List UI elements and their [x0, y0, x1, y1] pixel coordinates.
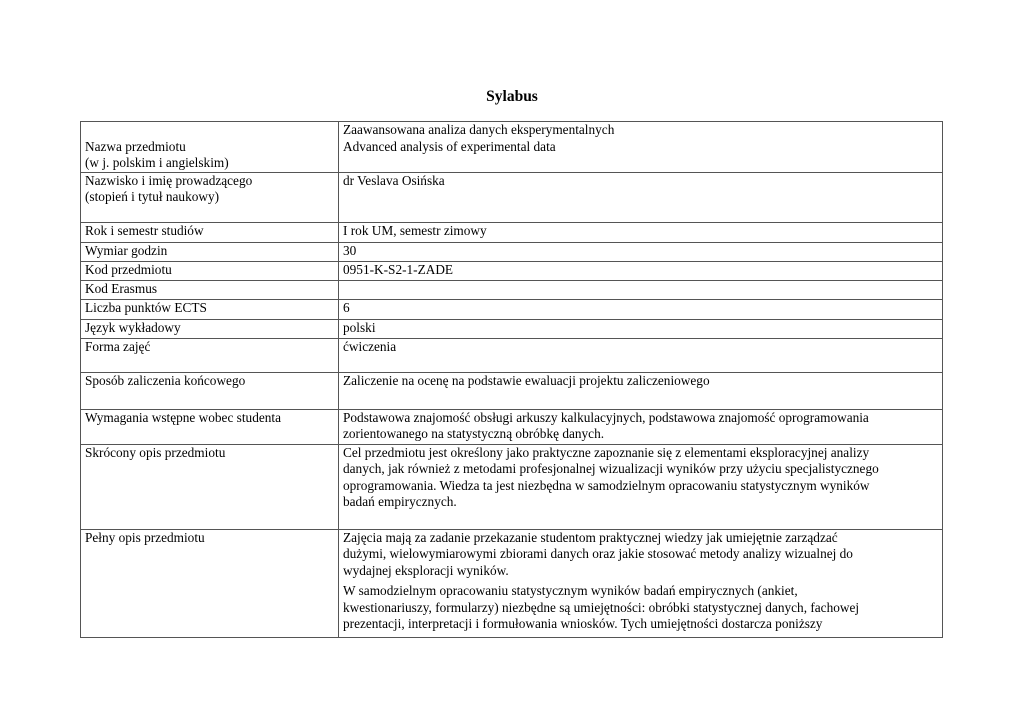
value-line: oprogramowania. Wiedza ta jest niezbędna w samodzielnym opracowaniu statystycznym wyników: [343, 477, 870, 493]
row-label: Wymagania wstępne wobec studenta: [81, 409, 339, 444]
table-row: [81, 280, 943, 299]
value-line: Cel przedmiotu jest określony jako praktyczne zapoznanie się z elementami eksploracyjnej analizy: [343, 444, 870, 460]
row-label: [81, 172, 339, 222]
row-label: Rok i semestr studiów: [81, 222, 339, 242]
value-line: Zaawansowana analiza danych eksperymentalnych: [343, 122, 615, 137]
value-line: badań empirycznych.: [343, 494, 457, 509]
value-line: wydajnej eksploracji wyników.: [343, 562, 509, 578]
row-value: Zaliczenie na ocenę na podstawie ewaluacji projektu zaliczeniowego: [339, 372, 943, 409]
row-label: Liczba punktów ECTS: [81, 299, 339, 319]
value-line: Zajęcia mają za zadanie przekazanie studentom praktycznej wiedzy jak umiejętnie zarządzać: [343, 529, 838, 545]
label-line: [85, 122, 338, 139]
row-label: Forma zajęć: [81, 338, 339, 372]
row-value: I rok UM, semestr zimowy: [339, 222, 943, 242]
row-label: Język wykładowy: [81, 319, 339, 338]
row-label: Kod Erasmus: [81, 280, 339, 299]
paragraph: [343, 583, 942, 633]
table-row: [81, 444, 943, 529]
table-row: [81, 409, 943, 444]
value-line: danych, jak również z metodami profesjonalnej wizualizacji wyników przy użyciu specjalistycznego: [343, 461, 879, 476]
table-row: [81, 319, 943, 338]
table-row: [81, 242, 943, 261]
table-row: [81, 529, 943, 637]
row-value: ćwiczenia: [339, 338, 943, 372]
value-line: Advanced analysis of experimental data: [343, 138, 556, 154]
row-value: 0951-K-S2-1-ZADE: [339, 261, 943, 280]
value-line: kwestionariuszy, formularzy) niezbędne są umiejętności: obróbki statystycznej danych, fachowej: [343, 599, 860, 615]
paragraph: [343, 530, 942, 580]
row-value: [339, 529, 943, 637]
row-label: Skrócony opis przedmiotu: [81, 444, 339, 529]
row-label: Kod przedmiotu: [81, 261, 339, 280]
label-line: (stopień i tytuł naukowy): [85, 189, 220, 204]
table-row: [81, 372, 943, 409]
value-line: zorientowanego na statystyczną obróbkę danych.: [343, 426, 605, 441]
table-row: [81, 172, 943, 222]
row-value: 30: [339, 242, 943, 261]
row-value: [339, 122, 943, 173]
value-line: W samodzielnym opracowaniu statystycznym wyników badań empirycznych (ankiet,: [343, 583, 798, 598]
value-line: Podstawowa znajomość obsługi arkuszy kalkulacyjnych, podstawowa znajomość oprogramowania: [343, 409, 869, 425]
value-line: dużymi, wielowymiarowymi zbiorami danych oraz jakie stosować metody analizy wizualnej do: [343, 546, 853, 561]
page-title: Sylabus: [486, 88, 538, 105]
table-row: [81, 261, 943, 280]
table-row: [81, 222, 943, 242]
row-value: [339, 172, 943, 222]
value-line: prezentacji, interpretacji i formułowania wniosków. Tych umiejętności dostarcza poniższy: [343, 616, 823, 631]
label-line: (w j. polskim i angielskim): [85, 155, 229, 170]
table-row: [81, 122, 943, 173]
row-label: Wymiar godzin: [81, 242, 339, 261]
row-value: [339, 444, 943, 529]
table-row: [81, 338, 943, 372]
row-value: polski: [339, 319, 943, 338]
syllabus-table: [80, 121, 943, 638]
row-label: Pełny opis przedmiotu: [81, 529, 339, 637]
value-line: dr Veslava Osińska: [343, 172, 445, 188]
row-value: [339, 409, 943, 444]
row-label: Sposób zaliczenia końcowego: [81, 372, 339, 409]
table-row: [81, 299, 943, 319]
label-line: Nazwa przedmiotu: [85, 138, 186, 154]
row-value: [339, 280, 943, 299]
row-value: 6: [339, 299, 943, 319]
row-label: [81, 122, 339, 173]
label-line: Nazwisko i imię prowadzącego: [85, 172, 253, 188]
